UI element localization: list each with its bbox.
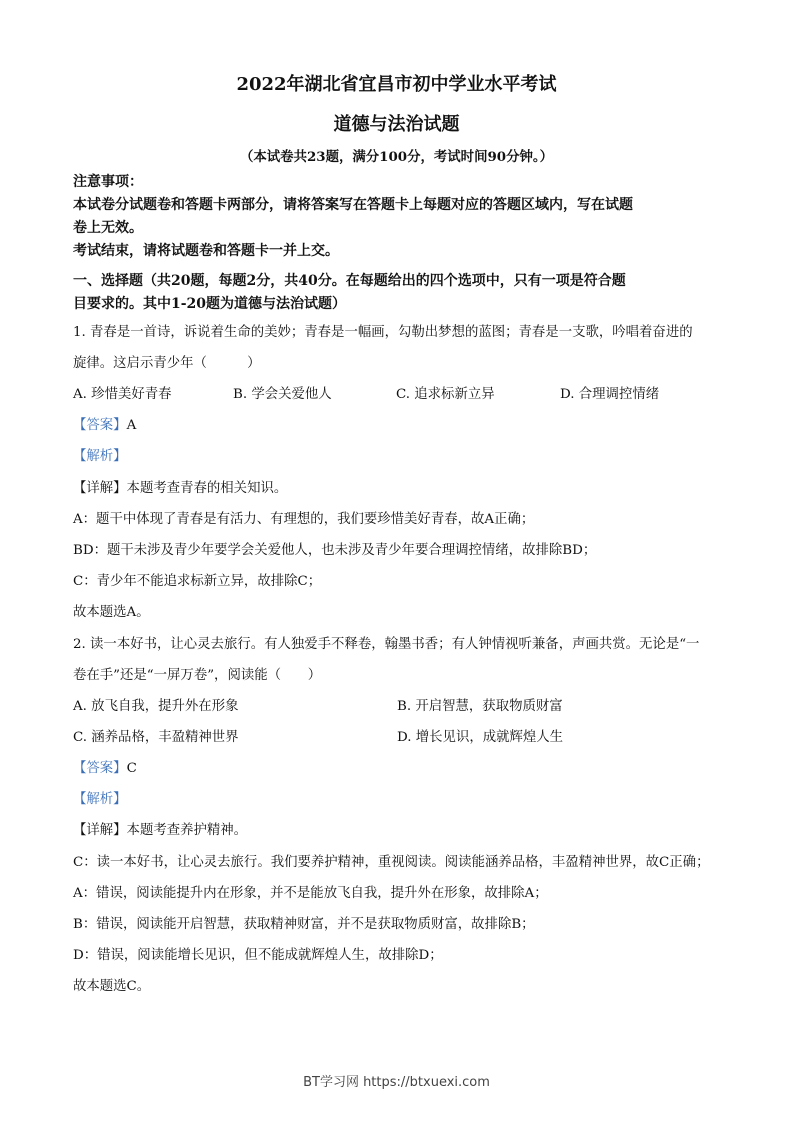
q2-answer (73, 760, 137, 778)
section-heading-1: 一、选择题（共20题，每题2分，共40分。在每题给出的四个选项中，只有一项是符合题 (73, 273, 626, 289)
answer-tag: 【答案】 (73, 761, 127, 776)
exam-info: （本试卷共23题，满分100分，考试时间90分钟。） (240, 149, 553, 165)
q1-answer (73, 417, 136, 435)
q1-option-a: A. 珍惜美好青春 (73, 387, 172, 402)
q2-analysis-tag: 【解析】 (73, 792, 127, 807)
section-heading-2: 目要求的。其中1-20题为道德与法治试题） (73, 296, 347, 312)
q1-explanation-3: C：青少年不能追求标新立异，故排除C； (73, 574, 322, 589)
notice-line-3: 考试结束，请将试题卷和答题卡一并上交。 (73, 243, 339, 259)
q1-stem-2: 旋律。这启示青少年（ ） (73, 356, 261, 371)
q2-stem-1: 2. 读一本好书，让心灵去旅行。有人独爱手不释卷，翰墨书香；有人钟情视听兼备，声画共赏。无论是“一 (73, 637, 700, 652)
answer-value: A (126, 418, 137, 433)
notice-line-2: 卷上无效。 (73, 220, 143, 236)
exam-subject: 道德与法治试题 (333, 114, 460, 135)
answer-tag: 【答案】 (73, 418, 127, 433)
q2-option-a: A. 放飞自我，提升外在形象 (73, 699, 239, 714)
q1-detail: 【详解】本题考查青春的相关知识。 (73, 481, 288, 496)
q2-explanation-5: 故本题选C。 (73, 979, 151, 994)
q2-explanation-3: B：错误，阅读能开启智慧，获取精神财富，并不是获取物质财富，故排除B； (73, 917, 535, 932)
q1-option-d: D. 合理调控情绪 (560, 387, 660, 402)
q1-stem-1: 1. 青春是一首诗，诉说着生命的美妙；青春是一幅画，勾勒出梦想的蓝图；青春是一支歌，吟唱着奋进的 (73, 325, 693, 340)
q1-option-c: C. 追求标新立异 (396, 387, 495, 402)
q2-explanation-1: C：读一本好书，让心灵去旅行。我们要养护精神，重视阅读。阅读能涵养品格，丰盈精神世界，故C正确； (73, 855, 710, 870)
q1-analysis-tag: 【解析】 (73, 449, 127, 464)
q1-option-b: B. 学会关爱他人 (233, 387, 332, 402)
notice-heading: 注意事项： (73, 174, 143, 190)
q2-option-d: D. 增长见识，成就辉煌人生 (397, 730, 564, 745)
answer-value: C (126, 761, 137, 776)
q2-explanation-2: A：错误，阅读能提升内在形象，并不是能放飞自我，提升外在形象，故排除A； (73, 886, 548, 901)
q2-option-c: C. 涵养品格，丰盈精神世界 (73, 730, 239, 745)
q1-explanation-2: BD：题干未涉及青少年要学会关爱他人，也未涉及青少年要合理调控情绪，故排除BD； (73, 543, 597, 558)
q2-stem-2: 卷在手”还是“一屏万卷”，阅读能（ ） (73, 668, 322, 683)
q2-detail: 【详解】本题考查养护精神。 (73, 823, 248, 838)
exam-title: 2022年湖北省宜昌市初中学业水平考试 (236, 74, 557, 95)
q1-explanation-4: 故本题选A。 (73, 605, 150, 620)
footer-watermark: BT学习网 https://btxuexi.com (303, 1075, 490, 1090)
notice-line-1: 本试卷分试题卷和答题卡两部分，请将答案写在答题卡上每题对应的答题区域内，写在试题 (73, 197, 633, 213)
q1-explanation-1: A：题干中体现了青春是有活力、有理想的，我们要珍惜美好青春，故A正确； (73, 512, 535, 527)
q2-option-b: B. 开启智慧，获取物质财富 (397, 699, 563, 714)
q2-explanation-4: D：错误，阅读能增长见识，但不能成就辉煌人生，故排除D； (73, 948, 443, 963)
